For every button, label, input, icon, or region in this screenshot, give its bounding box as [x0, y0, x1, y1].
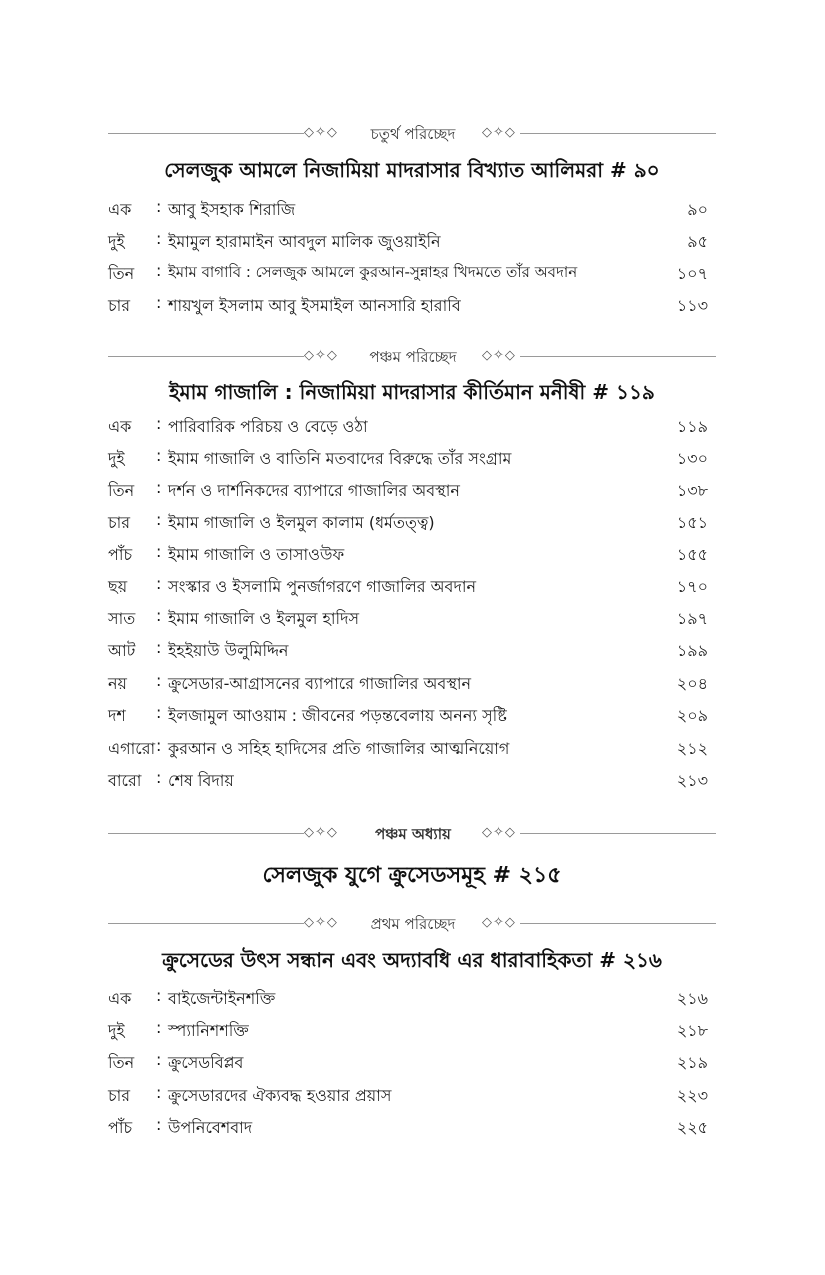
entry-page: ২১৯ — [676, 1053, 708, 1072]
entry-page: ২২৫ — [676, 1118, 708, 1137]
divider-line — [108, 133, 304, 134]
ornament-icon: ◇✧◇ — [304, 825, 338, 840]
entry-number: বারো — [108, 771, 142, 790]
entry-page: ২১২ — [676, 739, 708, 758]
entry-title: আবু ইসহাক শিরাজি — [168, 200, 296, 219]
entry-title: ইলজামুল আওয়াম : জীবনের পড়ন্তবেলায় অনন্য সৃষ্টি — [168, 706, 507, 725]
ornament-icon: ◇✧◇ — [304, 915, 338, 930]
entry-number: তিন — [108, 264, 135, 283]
toc-row: আট : ইহইয়াউ উলুমিদ্দিন ১৯৯ — [108, 638, 716, 666]
toc-row: দশ : ইলজামুল আওয়াম : জীবনের পড়ন্তবেলায় অনন্য সৃষ্টি ২০৯ — [108, 703, 716, 731]
ornament-icon: ◇✧◇ — [304, 125, 338, 140]
entry-number: নয় — [108, 674, 127, 693]
entry-page: ২০৪ — [676, 674, 708, 693]
entry-title: কুরআন ও সহিহ হাদিসের প্রতি গাজালির আত্মনিয়োগ — [168, 739, 510, 758]
entry-page: ১১৩ — [676, 296, 708, 315]
toc-row: এক : পারিবারিক পরিচয় ও বেড়ে ওঠা ১১৯ — [108, 414, 716, 442]
toc-row: দুই : ইমাম গাজালি ও বাতিনি মতবাদের বিরুদ্ধে তাঁর সংগ্রাম ১৩০ — [108, 446, 716, 474]
entry-number: দুই — [108, 1021, 125, 1040]
entry-title: ইমাম গাজালি ও বাতিনি মতবাদের বিরুদ্ধে তাঁর সংগ্রাম — [168, 449, 512, 468]
toc-row: বারো : শেষ বিদায় ২১৩ — [108, 768, 716, 796]
entry-page: ৯০ — [687, 200, 708, 219]
toc-row: তিন : ক্রুসেডবিপ্লব ২১৯ — [108, 1050, 716, 1078]
toc-row: সাত : ইমাম গাজালি ও ইলমুল হাদিস ১৯৭ — [108, 606, 716, 634]
entry-number: ছয় — [108, 577, 128, 596]
toc-row: এক : বাইজেন্টাইনশক্তি ২১৬ — [108, 986, 716, 1014]
ornament-icon: ◇✧◇ — [482, 915, 516, 930]
section-label: প্রথম পরিচ্ছেদ — [370, 915, 456, 933]
entry-number: দুই — [108, 232, 125, 251]
entry-page: ১৩৮ — [676, 481, 708, 500]
section-heading: ক্রুসেডের উৎস সন্ধান এবং অদ্যাবধি এর ধারাবাহিকতা # ২১৬ — [162, 948, 662, 972]
toc-row: পাঁচ : ইমাম গাজালি ও তাসাওউফ ১৫৫ — [108, 542, 716, 570]
entry-title: সংস্কার ও ইসলামি পুনর্জাগরণে গাজালির অবদান — [168, 577, 477, 596]
entry-title: শেষ বিদায় — [168, 771, 234, 790]
entry-number: তিন — [108, 1053, 135, 1072]
entry-title: উপনিবেশবাদ — [168, 1118, 253, 1137]
entry-number: চার — [108, 1086, 131, 1105]
entry-page: ১৩০ — [676, 449, 708, 468]
toc-row: দুই : স্প্যানিশশক্তি ২১৮ — [108, 1018, 716, 1046]
entry-title: স্প্যানিশশক্তি — [168, 1021, 249, 1040]
entry-title: শায়খুল ইসলাম আবু ইসমাইল আনসারি হারাবি — [168, 296, 461, 315]
entry-title: ক্রুসেডবিপ্লব — [168, 1053, 244, 1072]
entry-number: সাত — [108, 609, 136, 628]
entry-number: দশ — [108, 706, 126, 725]
entry-title: পারিবারিক পরিচয় ও বেড়ে ওঠা — [168, 417, 368, 436]
entry-number: তিন — [108, 481, 135, 500]
divider-line — [108, 923, 304, 924]
section-divider — [108, 122, 716, 146]
entry-page: ১৯৯ — [676, 641, 708, 660]
entry-title: ক্রুসেডার-আগ্রাসনের ব্যাপারে গাজালির অবস্থান — [168, 674, 472, 693]
entry-page: ২১৩ — [676, 771, 708, 790]
section-label: চতুর্থ পরিচ্ছেদ — [370, 125, 456, 143]
entry-page: ২১৬ — [676, 989, 708, 1008]
entry-number: এক — [108, 200, 132, 219]
toc-row: এক : আবু ইসহাক শিরাজি ৯০ — [108, 197, 716, 225]
entry-title: ক্রুসেডারদের ঐক্যবদ্ধ হওয়ার প্রয়াস — [168, 1086, 392, 1105]
entry-title: ইমাম গাজালি ও ইলমুল কালাম (ধর্মতত্ত্ব) — [168, 513, 435, 532]
entry-number: পাঁচ — [108, 545, 133, 564]
divider-line — [108, 356, 304, 357]
ornament-icon: ◇✧◇ — [482, 348, 516, 363]
toc-row: চার : ইমাম গাজালি ও ইলমুল কালাম (ধর্মতত্ত্ব) ১৫১ — [108, 510, 716, 538]
entry-title: ইহইয়াউ উলুমিদ্দিন — [168, 641, 289, 660]
section-divider — [108, 345, 716, 369]
toc-row: দুই : ইমামুল হারামাইন আবদুল মালিক জুওয়াইনি ৯৫ — [108, 229, 716, 257]
chapter-label: পঞ্চম অধ্যায় — [375, 825, 451, 843]
entry-number: এক — [108, 989, 132, 1008]
entry-page: ২০৯ — [676, 706, 708, 725]
entry-title: দর্শন ও দার্শনিকদের ব্যাপারে গাজালির অবস্থান — [168, 481, 460, 500]
divider-line — [520, 833, 716, 834]
entry-title: ইমাম বাগাবি : সেলজুক আমলে কুরআন-সুন্নাহর খিদমতে তাঁর অবদান — [168, 263, 578, 281]
ornament-icon: ◇✧◇ — [482, 825, 516, 840]
toc-row: ছয় : সংস্কার ও ইসলামি পুনর্জাগরণে গাজালির অবদান ১৭০ — [108, 574, 716, 602]
entry-title: বাইজেন্টাইনশক্তি — [168, 989, 276, 1008]
entry-number: আট — [108, 641, 136, 660]
entry-title: ইমামুল হারামাইন আবদুল মালিক জুওয়াইনি — [168, 232, 441, 251]
chapter-heading: সেলজুক যুগে ক্রুসেডসমূহ # ২১৫ — [262, 863, 562, 888]
ornament-icon: ◇✧◇ — [304, 348, 338, 363]
entry-title: ইমাম গাজালি ও ইলমুল হাদিস — [168, 609, 360, 628]
entry-page: ৯৫ — [687, 232, 708, 251]
entry-page: ২১৮ — [676, 1021, 708, 1040]
entry-page: ১৯৭ — [676, 609, 708, 628]
toc-row: নয় : ক্রুসেডার-আগ্রাসনের ব্যাপারে গাজালির অবস্থান ২০৪ — [108, 671, 716, 699]
entry-page: ১০৭ — [676, 264, 708, 283]
chapter-divider — [108, 822, 716, 846]
section-heading: সেলজুক আমলে নিজামিয়া মাদরাসার বিখ্যাত আলিমরা # ৯০ — [164, 158, 660, 182]
entry-title: ইমাম গাজালি ও তাসাওউফ — [168, 545, 345, 564]
entry-page: ১৫৫ — [676, 545, 708, 564]
toc-row: এগারো : কুরআন ও সহিহ হাদিসের প্রতি গাজালির আত্মনিয়োগ ২১২ — [108, 736, 716, 764]
divider-line — [520, 356, 716, 357]
toc-row: তিন : দর্শন ও দার্শনিকদের ব্যাপারে গাজালির অবস্থান ১৩৮ — [108, 478, 716, 506]
toc-row: চার : ক্রুসেডারদের ঐক্যবদ্ধ হওয়ার প্রয়াস ২২৩ — [108, 1083, 716, 1111]
divider-line — [520, 923, 716, 924]
toc-row: চার : শায়খুল ইসলাম আবু ইসমাইল আনসারি হারাবি ১১৩ — [108, 293, 716, 321]
entry-page: ১৫১ — [676, 513, 708, 532]
divider-line — [108, 833, 304, 834]
section-heading: ইমাম গাজালি : নিজামিয়া মাদরাসার কীর্তিমান মনীষী # ১১৯ — [169, 380, 655, 404]
entry-page: ১৭০ — [676, 577, 708, 596]
ornament-icon: ◇✧◇ — [482, 125, 516, 140]
section-divider — [108, 912, 716, 936]
entry-number: এক — [108, 417, 132, 436]
divider-line — [520, 133, 716, 134]
entry-number: দুই — [108, 449, 125, 468]
entry-number: পাঁচ — [108, 1118, 133, 1137]
toc-row: তিন : ইমাম বাগাবি : সেলজুক আমলে কুরআন-সুন্নাহর খিদমতে তাঁর অবদান ১০৭ — [108, 261, 716, 289]
entry-number: চার — [108, 296, 131, 315]
section-label: পঞ্চম পরিচ্ছেদ — [369, 348, 457, 366]
entry-number: চার — [108, 513, 131, 532]
entry-page: ১১৯ — [676, 417, 708, 436]
entry-number: এগারো — [108, 739, 156, 758]
entry-page: ২২৩ — [676, 1086, 708, 1105]
toc-row: পাঁচ : উপনিবেশবাদ ২২৫ — [108, 1115, 716, 1143]
